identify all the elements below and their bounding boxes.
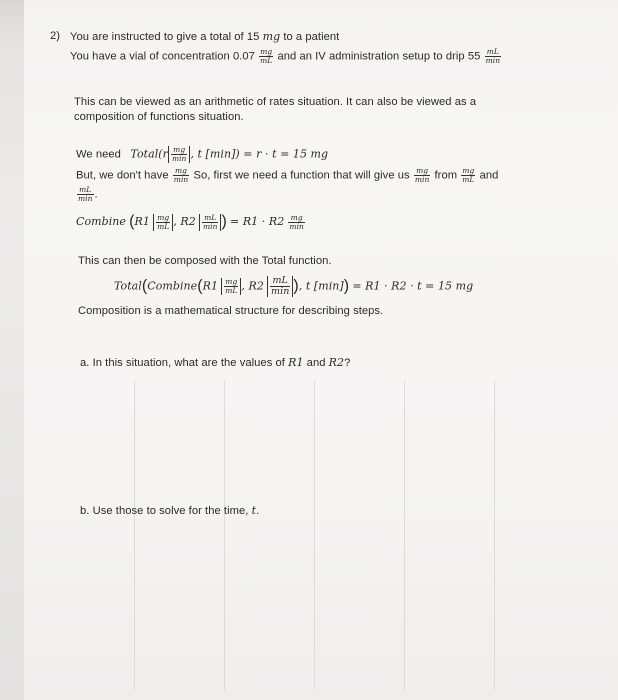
fraction-mg-per-ml: $\frac{mg}{mL}$ bbox=[260, 47, 273, 65]
total-expression-start: Total(r bbox=[130, 147, 168, 161]
we-need-line bbox=[76, 146, 328, 163]
we-need-label: We need bbox=[76, 148, 121, 161]
composed-result: = R1 · R2 · t = 15 mg bbox=[352, 279, 474, 293]
combine-label: Combine bbox=[76, 214, 126, 228]
intro-line-1: This can be viewed as an arithmetic of rates situation. It can also be viewed as a bbox=[74, 96, 477, 108]
question-b: b. Use those to solve for the time, t. bbox=[80, 504, 260, 517]
composed-equation: Total(Combine(R1 $\frac{mg}{mL}$ , R2 $\frac{mL}{\min}$ ), t [min]) = R1 · R2 · t = 15 mg bbox=[114, 275, 474, 297]
problem-number: 2) bbox=[50, 30, 61, 42]
combine-line: Combine (R1 $\frac{mg}{mL}$ , R2 $\frac{mL}{\min}$ ) = R1 · R2 $\frac{mg}{\min}$ bbox=[76, 212, 304, 231]
combine-result: = R1 · R2 bbox=[230, 214, 285, 228]
problem-line-2-tail: and an IV administration setup to drip 55 bbox=[277, 50, 481, 63]
but-line-cont: $\frac{mL}{\min}$ . bbox=[78, 185, 98, 203]
but-text-4: and bbox=[479, 169, 499, 182]
composition-note: Composition is a mathematical structure for describing steps. bbox=[78, 305, 384, 317]
problem-line-2 bbox=[70, 48, 502, 65]
intro-line-2: composition of functions situation. bbox=[74, 111, 244, 123]
total-expression-end: , t [min]) = r · t = 15 mg bbox=[190, 147, 329, 161]
composed-line-1: This can then be composed with the Total function. bbox=[78, 255, 332, 267]
but-text-2: So, first we need a function that will give us bbox=[193, 169, 410, 182]
unit-mg: mg bbox=[262, 30, 281, 43]
question-a: a. In this situation, what are the values of R1 and R2? bbox=[80, 356, 351, 369]
but-text-3: from bbox=[434, 169, 458, 182]
problem-line-1 bbox=[70, 30, 339, 43]
grid-line bbox=[314, 380, 315, 690]
problem-line-1-text: You are instructed to give a total of 15 bbox=[70, 31, 260, 43]
problem-line-1-tail: to a patient bbox=[283, 31, 340, 43]
grid-line bbox=[494, 380, 495, 690]
but-text-1: But, we don't have bbox=[76, 169, 169, 182]
grid-line bbox=[134, 380, 135, 690]
worksheet-page bbox=[24, 0, 618, 700]
but-line: But, we don't have $\frac{mg}{\min}$ So, first we need a function that will give us $\frac{mg}{\min}$ from $\frac{mg}{mL}$ and bbox=[76, 166, 499, 184]
fraction-ml-per-min: $\frac{mL}{\min}$ bbox=[485, 47, 501, 65]
problem-line-2-text: You have a vial of concentration 0.07 bbox=[70, 50, 255, 63]
grid-line bbox=[404, 380, 405, 690]
rate-unit-bracket: $\frac{mg}{\min}$ bbox=[168, 146, 191, 163]
grid-line bbox=[224, 380, 225, 690]
